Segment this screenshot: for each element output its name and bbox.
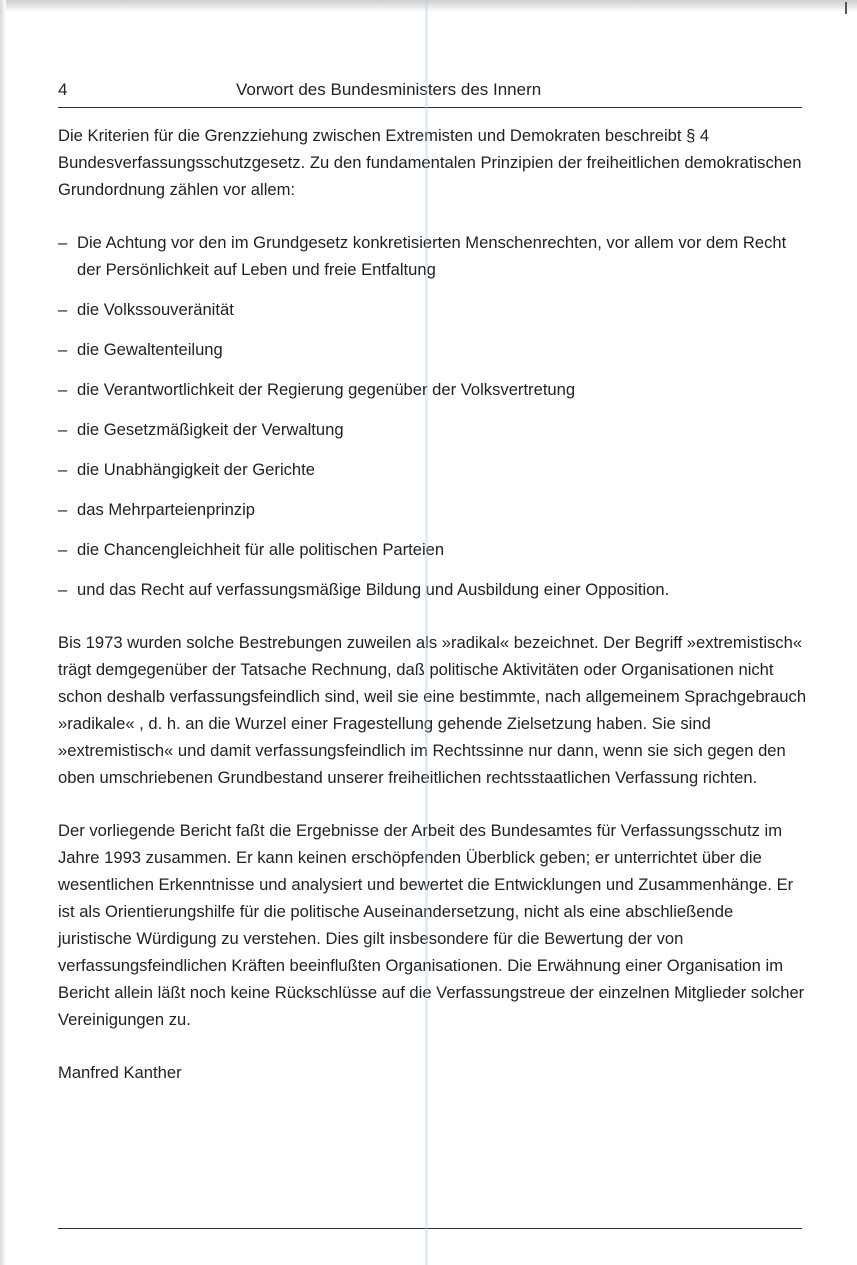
dash-bullet: –	[58, 380, 68, 399]
dash-bullet: –	[58, 340, 68, 359]
scan-top-edge	[0, 0, 857, 12]
list-item	[58, 576, 810, 603]
dash-bullet: –	[58, 300, 68, 319]
footer-rule	[58, 1228, 802, 1229]
list-item-text: die Volkssouveränität	[77, 300, 234, 319]
list-item-text: die Chancengleichheit für alle politischen Parteien	[77, 540, 445, 559]
list-item	[58, 376, 810, 403]
scan-mark	[845, 2, 847, 14]
list-item	[58, 496, 810, 523]
dash-bullet: –	[58, 580, 68, 599]
principles-list	[58, 229, 810, 603]
list-item-text: die Gewaltenteilung	[77, 340, 223, 359]
list-item	[58, 536, 810, 563]
dash-bullet: –	[58, 233, 68, 252]
list-item-text: und das Recht auf verfassungsmäßige Bildung und Ausbildung einer Opposition.	[77, 580, 670, 599]
page-number: 4	[58, 80, 68, 99]
list-item	[58, 229, 810, 283]
list-item	[58, 296, 810, 323]
list-item-text: die Gesetzmäßigkeit der Verwaltung	[77, 420, 344, 439]
list-item-text: Die Achtung vor den im Grundgesetz konkretisierten Menschenrechten, vor allem vor dem Recht der Persönlichkeit auf Leben und freie Entfaltung	[77, 233, 787, 279]
list-item-text: die Unabhängigkeit der Gerichte	[77, 460, 315, 479]
list-item-text: das Mehrparteienprinzip	[77, 500, 256, 519]
scan-fold-line	[425, 0, 428, 1265]
list-item	[58, 456, 810, 483]
paragraph-extremism: Bis 1973 wurden solche Bestrebungen zuweilen als »radikal« bezeichnet. Der Begriff »extremistisch« trägt demgegenüber der Tatsache Rechnung, daß politische Aktivitäten oder Organisationen nicht schon deshalb verfassungsfeindlich sind, weil sie eine bestimmte, nach allgemeinem Sprachgebrauch »radikale« , d. h. an die Wurzel einer Fragestellung gehende Zielsetzung haben. Sie sind »extremistisch« und damit verfassungsfeindlich im Rechtssinne nur dann, wenn sie sich gegen den oben umschriebenen Grundbestand unserer freiheitlichen rechtsstaatlichen Verfassung richten.	[58, 633, 807, 787]
dash-bullet: –	[58, 420, 68, 439]
list-item-text: die Verantwortlichkeit der Regierung gegenüber der Volksvertretung	[77, 380, 576, 399]
paragraph-report: Der vorliegende Bericht faßt die Ergebnisse der Arbeit des Bundesamtes für Verfassungsschutz im Jahre 1993 zusammen. Er kann keinen erschöpfenden Überblick geben; er unterrichtet über die wesentlichen Erkenntnisse und analysiert und bewertet die Entwicklungen und Zusammenhänge. Er ist als Orientierungshilfe für die politische Auseinandersetzung, nicht als eine abschließende juristische Würdigung zu verstehen. Dies gilt insbesondere für die Bewertung der von verfassungsfeindlichen Kräften beeinflußten Organisationen. Die Erwähnung einer Organisation im Bericht allein läßt noch keine Rückschlüsse auf die Verfassungstreue der einzelnen Mitglieder solcher Vereinigungen zu.	[58, 821, 805, 1029]
header-rule	[58, 107, 802, 108]
dash-bullet: –	[58, 460, 68, 479]
intro-paragraph: Die Kriterien für die Grenzziehung zwischen Extremisten und Demokraten beschreibt § 4 Bundesverfassungsschutzgesetz. Zu den fundamentalen Prinzipien der freiheitlichen demokratischen Grundordnung zählen vor allem:	[58, 126, 802, 199]
scan-left-edge	[0, 0, 6, 1265]
list-item	[58, 416, 810, 443]
page-body	[58, 122, 810, 1086]
dash-bullet: –	[58, 500, 68, 519]
running-title: Vorwort des Bundesministers des Innern	[236, 80, 542, 99]
dash-bullet: –	[58, 540, 68, 559]
list-item	[58, 336, 810, 363]
signature: Manfred Kanther	[58, 1063, 182, 1082]
